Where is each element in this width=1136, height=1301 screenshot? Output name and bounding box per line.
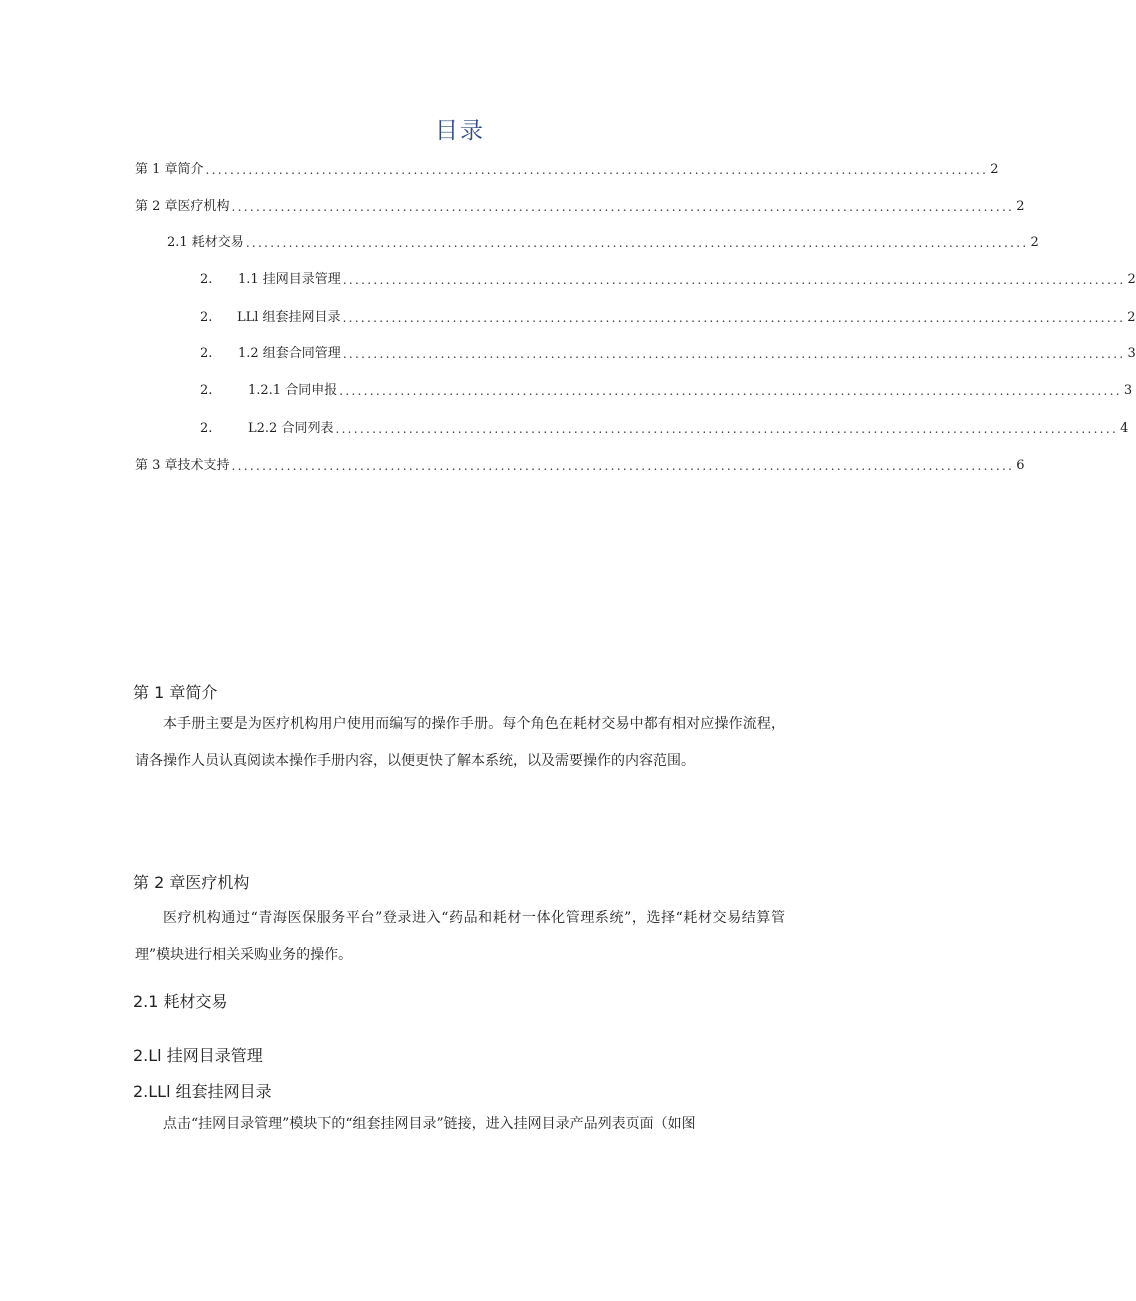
toc-leader-dots: ................................................................................................................................ bbox=[339, 384, 1122, 398]
toc-page-number: 2 bbox=[990, 162, 999, 177]
toc-entry-text: LLl 组套挂网目录 bbox=[237, 310, 341, 325]
toc-entry-text: 第 2 章医疗机构 bbox=[135, 199, 230, 214]
section-2-1-1-1-paragraph: 点击“挂网目录管理”模块下的“组套挂网目录”链接，进入挂网目录产品列表页面（如图 bbox=[163, 1116, 696, 1132]
toc-entry-2-1-2-2[interactable] bbox=[200, 419, 1129, 439]
toc-leader-dots: ................................................................................................................................ bbox=[335, 422, 1119, 436]
toc-entry-text: 第 3 章技术支持 bbox=[135, 458, 230, 473]
toc-page-number: 6 bbox=[1016, 458, 1025, 473]
toc-entry-chapter-3[interactable] bbox=[135, 456, 1025, 476]
toc-leader-dots: ................................................................................................................................ bbox=[231, 459, 1015, 473]
toc-entry-text: 1.1 挂网目录管理 bbox=[238, 272, 341, 287]
toc-leader-dots: ................................................................................................................................ bbox=[342, 347, 1126, 361]
chapter-1-paragraph: 本手册主要是为医疗机构用户使用而编写的操作手册。每个角色在耗材交易中都有相对应操作流程，请各操作人员认真阅读本操作手册内容，以便更快了解本系统，以及需要操作的内容范围。 bbox=[135, 716, 785, 769]
toc-entry-number: 2. bbox=[200, 421, 213, 436]
toc-entry-text: L2.2 合同列表 bbox=[248, 421, 334, 436]
toc-page-number: 2 bbox=[1030, 235, 1039, 250]
section-2-1-heading: 2.1 耗材交易 bbox=[133, 992, 228, 1011]
chapter-2-paragraph: 医疗机构通过“青海医保服务平台”登录进入“药品和耗材一体化管理系统”，选择“耗材交易结算管理”模块进行相关采购业务的操作。 bbox=[135, 910, 785, 963]
toc-entry-2-1-1-1[interactable] bbox=[200, 308, 1136, 328]
toc-leader-dots: ................................................................................................................................ bbox=[231, 200, 1015, 214]
toc-entry-number: 2. bbox=[200, 383, 213, 398]
chapter-1-heading: 第 1 章简介 bbox=[133, 683, 218, 702]
toc-entry-2-1[interactable] bbox=[167, 233, 1039, 253]
toc-page-number: 2 bbox=[1127, 310, 1136, 325]
toc-page-number: 3 bbox=[1127, 346, 1136, 361]
toc-entry-number: 2. bbox=[200, 272, 213, 287]
toc-entry-number: 2. bbox=[200, 310, 213, 325]
toc-page-number: 2 bbox=[1016, 199, 1025, 214]
section-2-1-1-heading: 2.Ll 挂网目录管理 bbox=[133, 1046, 263, 1065]
toc-entry-number: 2. bbox=[200, 346, 213, 361]
toc-entry-text: 1.2 组套合同管理 bbox=[238, 346, 341, 361]
toc-entry-2-1-1[interactable] bbox=[200, 270, 1136, 290]
toc-title: 目录 bbox=[435, 118, 485, 144]
toc-page-number: 3 bbox=[1123, 383, 1133, 398]
toc-leader-dots: ................................................................................................................................ bbox=[342, 273, 1126, 287]
toc-page-number: 2 bbox=[1127, 272, 1136, 287]
toc-entry-2-1-2-1[interactable] bbox=[200, 381, 1133, 401]
chapter-2-heading: 第 2 章医疗机构 bbox=[133, 873, 250, 892]
toc-page-number: 4 bbox=[1120, 421, 1129, 436]
toc-entry-2-1-2[interactable] bbox=[200, 344, 1136, 364]
toc-entry-text: 2.1 耗材交易 bbox=[167, 235, 244, 250]
section-2-1-1-1-heading: 2.LLl 组套挂网目录 bbox=[133, 1082, 272, 1101]
toc-entry-chapter-2[interactable] bbox=[135, 197, 1025, 217]
toc-leader-dots: ................................................................................................................................ bbox=[245, 236, 1029, 250]
toc-leader-dots: ................................................................................................................................ bbox=[342, 311, 1126, 325]
toc-entry-text: 第 1 章简介 bbox=[135, 162, 204, 177]
toc-entry-text: 1.2.1 合同申报 bbox=[248, 383, 338, 398]
toc-entry-chapter-1[interactable] bbox=[135, 160, 999, 180]
toc-leader-dots: ................................................................................................................................ bbox=[205, 163, 989, 177]
